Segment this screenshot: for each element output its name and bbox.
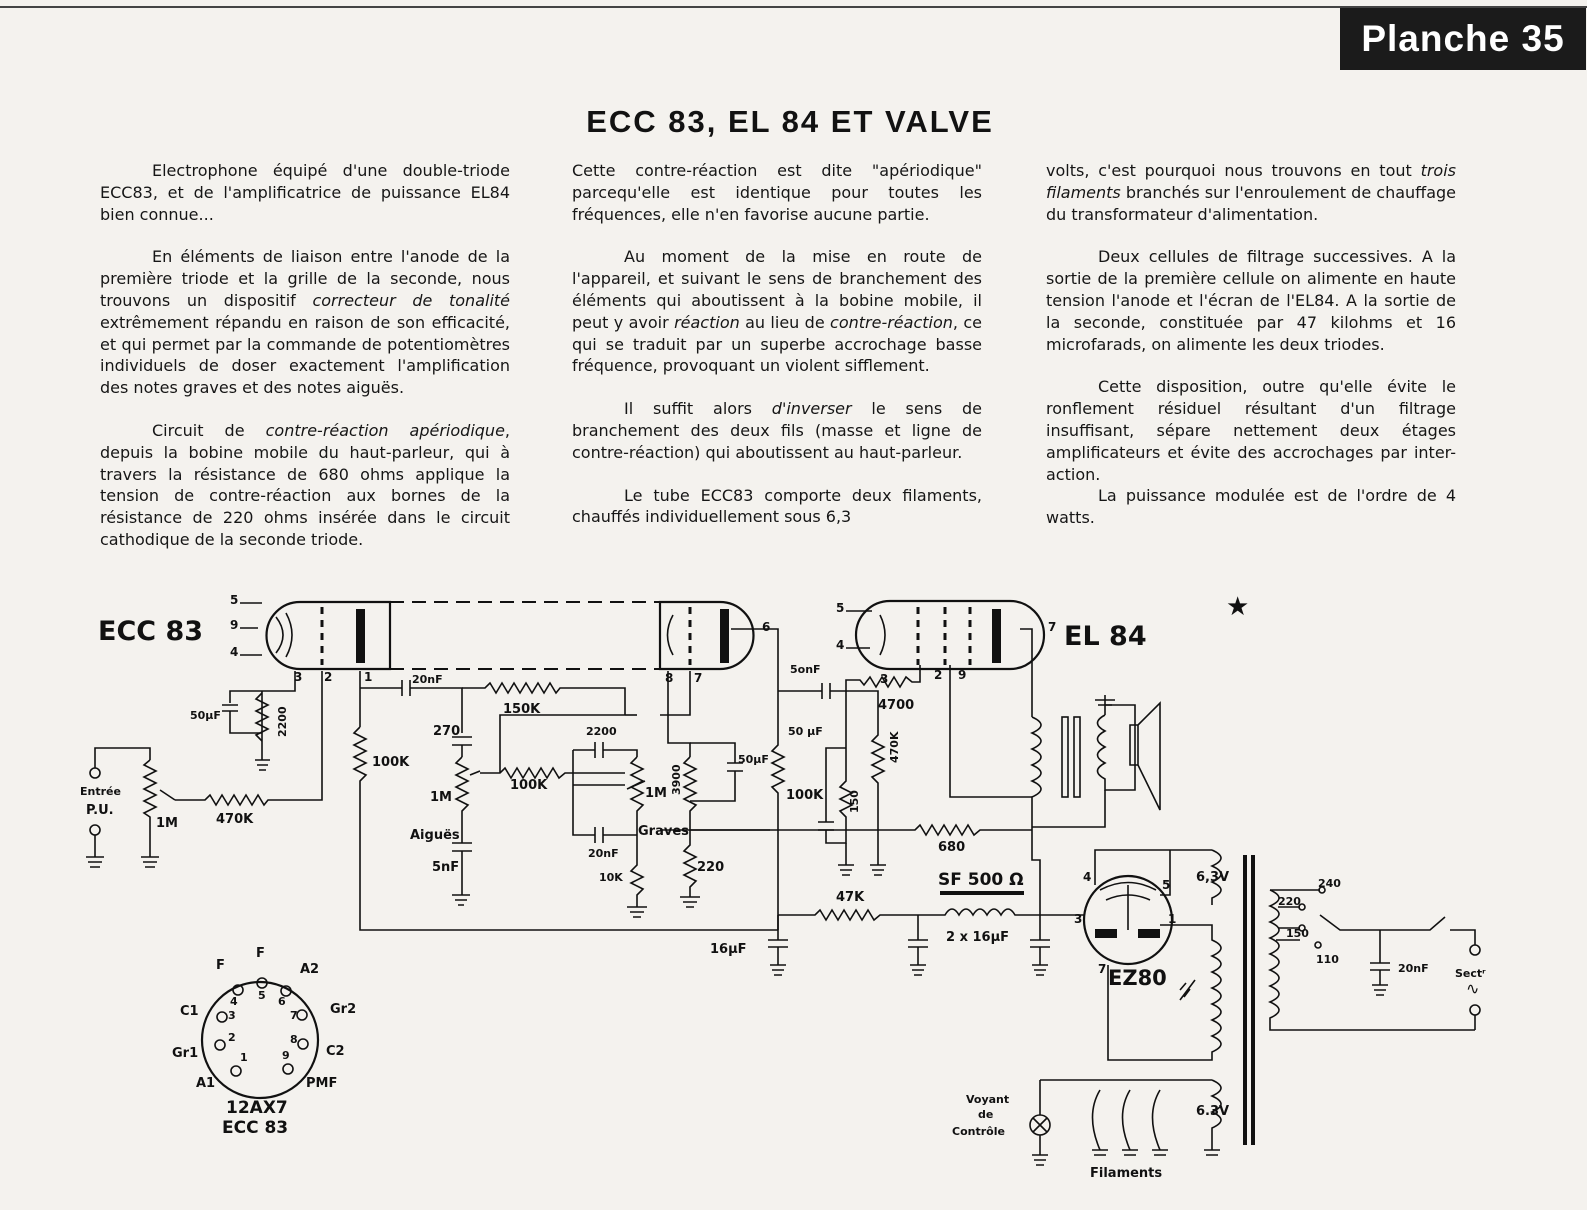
star-icon: ★ [1226, 592, 1250, 622]
ecc83-tube-a [267, 602, 391, 669]
base-pin-number: 2 [228, 1031, 236, 1044]
pin-label: 5 [836, 601, 845, 615]
pin-label: 7 [694, 671, 703, 685]
base-pin-name: Gr2 [330, 1002, 357, 1017]
pin-label: 4 [230, 645, 239, 659]
pin-label: 9 [958, 668, 967, 682]
pin-label: 3 [880, 672, 889, 686]
capacitor-value: 2 x 16µF [946, 930, 1010, 945]
planche-badge: Planche 35 [1340, 8, 1586, 70]
capacitor-value: 16µF [710, 942, 747, 957]
base-pin-number: 9 [282, 1049, 290, 1062]
paragraph: Au moment de la mise en route de l'appareil, et suivant le sens de branchement des éléments qui aboutissent à la bobine mobile, il peut y avoir réaction au lieu de contre-réaction, ce qui se traduit par un superbe accrochage basse fréquence, provoquant un violent sifflement. [572, 247, 982, 376]
paragraph: En éléments de liaison entre l'anode de la première triode et la grille de la seconde, nous trouvons un dispositif correcteur de tonalité extrêmement répandu en raison de son efficacité, et qui permet par la commande de potentiomètres individuels de doser exactement l'amplification des notes graves et des notes aiguës. [100, 247, 511, 398]
pin-label: 5 [1162, 878, 1171, 892]
resistor-value: 680 [938, 840, 966, 855]
capacitor-value: 50 µF [788, 725, 823, 738]
resistor-value: 100K [372, 755, 410, 770]
tap-label: 110 [1316, 953, 1339, 966]
tap-label: 240 [1318, 877, 1341, 890]
pot-value: 1M [156, 816, 178, 831]
paragraph: Le tube ECC83 comporte deux filaments, chauffés individuellement sous 6,3 [572, 485, 982, 527]
resistor-value: 10K [599, 871, 623, 884]
ecc83-tube-b [660, 602, 754, 669]
pin-label: 1 [364, 670, 373, 684]
winding-label: 6,3V [1196, 870, 1230, 885]
capacitor-value: 20nF [412, 673, 443, 686]
capacitor-value: 270 [433, 724, 461, 739]
text-column-1 [100, 160, 510, 572]
base-pin-name: Gr1 [172, 1046, 199, 1061]
input-label: Entrée [80, 785, 121, 798]
capacitor-value: 2200 [586, 725, 617, 738]
resistor-value: 2200 [276, 706, 289, 737]
pin-label: 5 [230, 593, 239, 607]
winding-label: 6.3V [1196, 1104, 1230, 1119]
base-pin-name: C2 [326, 1044, 345, 1059]
pin-label: 8 [665, 671, 674, 685]
base-pin-number: 1 [240, 1051, 248, 1064]
pot-value: 1M [430, 790, 452, 805]
pin-label: 2 [934, 668, 943, 682]
pin-label: 3 [1074, 912, 1083, 926]
capacitor-value: 50µF [738, 753, 769, 766]
capacitor-value: 50µF [190, 709, 221, 722]
input-label-pu: P.U. [86, 803, 114, 818]
pin-label: 4 [1083, 870, 1092, 884]
paragraph: Il suffit alors d'inverser le sens de branchement des deux fils (masse et ligne de contre-réaction) qui aboutissent au haut-parleur. [572, 399, 982, 462]
choke-label: SF 500 Ω [938, 870, 1024, 890]
resistor-value: 100K [510, 778, 548, 793]
resistor-value: 220 [697, 860, 725, 875]
resistor-value: 470K [216, 812, 254, 827]
resistor-value: 470K [888, 731, 901, 763]
schematic-diagram [0, 585, 1587, 1210]
paragraph: Deux cellules de filtrage successives. A la sortie de la première cellule on alimente en haute tension l'anode et l'écran de l'EL84. A la sortie de la seconde, constituée par 47 kilohms et 16 microfarads, on alimente les deux triodes. [1046, 247, 1456, 354]
control-label: Aiguës [410, 828, 460, 843]
ac-symbol-icon: ∿ [1466, 979, 1480, 998]
base-pin-number: 6 [278, 995, 286, 1008]
paragraph: Cette contre-réaction est dite "apériodique" parcequ'elle est identique pour toutes les fréquences, elle n'en favorise aucune partie. [572, 161, 982, 224]
capacitor-value: 5nF [432, 860, 460, 875]
pin-label: 7 [1048, 620, 1057, 634]
text-column-2 [572, 160, 982, 528]
pin-label: 7 [1098, 962, 1107, 976]
mains-label: Sectʳ [1455, 967, 1486, 980]
text-column-3 [1046, 160, 1456, 529]
base-pin-name: F [216, 958, 225, 973]
base-pin-name: F [256, 946, 265, 961]
base-title: 12AX7 [226, 1098, 288, 1118]
paragraph: Circuit de contre-réaction apériodique, depuis la bobine mobile du haut-parleur, qui à travers la résistance de 680 ohms applique la tension de contre-réaction aux bornes de la résistance de 220 ohms insérée dans le circuit cathodique de la seconde triode. [100, 420, 511, 549]
resistor-value: 3900 [670, 764, 683, 795]
capacitor-value: 20nF [588, 847, 619, 860]
paragraph: Cette disposition, outre qu'elle évite le ronflement résiduel résultant d'un filtrage insuffisant, sépare nettement deux étages amplificateurs et évite des accrochages par inter-action. [1046, 377, 1456, 484]
base-pin-number: 4 [230, 995, 238, 1008]
base-pin-number: 5 [258, 989, 266, 1002]
pilot-label: Voyant [966, 1093, 1010, 1106]
pilot-label: Contrôle [952, 1125, 1005, 1138]
base-pin-name: PMF [306, 1076, 338, 1091]
ez80-tube [1084, 876, 1172, 964]
ecc83-label: ECC 83 [98, 616, 204, 647]
tap-label: 220 [1278, 895, 1301, 908]
resistor-value: 150K [503, 702, 541, 717]
el84-label: EL 84 [1064, 621, 1147, 652]
pin-label: 6 [762, 620, 771, 634]
base-pin-name: C1 [180, 1004, 199, 1019]
base-pin-name: A1 [196, 1076, 216, 1091]
pin-label: 2 [324, 670, 333, 684]
capacitor-value: 20nF [1398, 962, 1429, 975]
pot-value: 1M [645, 786, 667, 801]
pin-label: 9 [230, 618, 239, 632]
el84-tube [856, 601, 1044, 669]
tap-label: 150 [1286, 927, 1309, 940]
resistor-value: 150 [848, 790, 861, 813]
base-pin-number: 3 [228, 1009, 236, 1022]
base-pin-number: 7 [290, 1009, 298, 1022]
resistor-value: 47K [836, 890, 865, 905]
control-label: Graves [638, 824, 689, 839]
filaments-label: Filaments [1090, 1166, 1163, 1181]
paragraph: La puissance modulée est de l'ordre de 4 watts. [1046, 486, 1456, 528]
resistor-value: 4700 [878, 698, 915, 713]
pilot-label: de [978, 1108, 994, 1121]
base-pin-number: 8 [290, 1033, 298, 1046]
capacitor-value: 5onF [790, 663, 821, 676]
paragraph: volts, c'est pourquoi nous trouvons en tout trois filaments branchés sur l'enroulement de chauffage du transformateur d'alimentation. [1046, 161, 1456, 224]
base-pin-name: A2 [300, 962, 320, 977]
pin-label: 1 [1168, 912, 1177, 926]
pin-label: 3 [294, 670, 303, 684]
resistor-value: 100K [786, 788, 824, 803]
pin-label: 4 [836, 638, 845, 652]
paragraph: Electrophone équipé d'une double-triode ECC83, et de l'amplificatrice de puissance EL84 bien connue... [100, 161, 510, 224]
page-title: ECC 83, EL 84 ET VALVE [586, 104, 994, 139]
base-title: ECC 83 [222, 1118, 289, 1138]
ez80-label: EZ80 [1108, 966, 1167, 990]
